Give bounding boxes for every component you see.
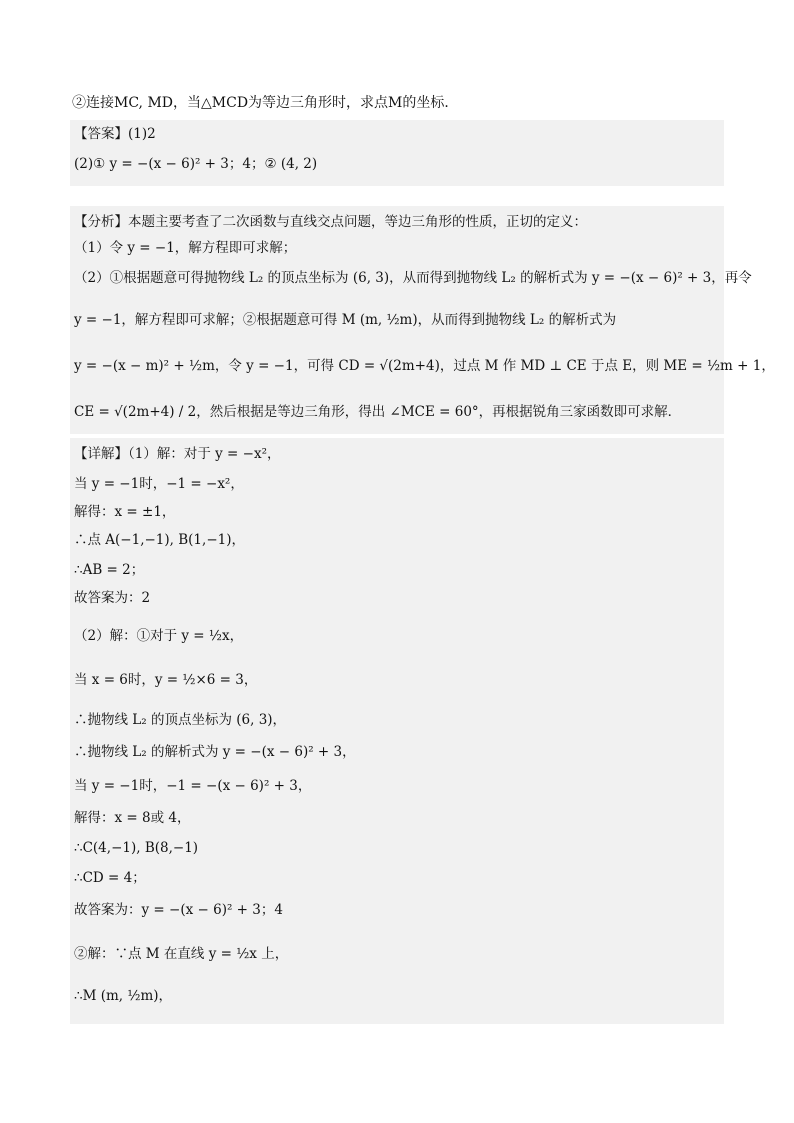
analysis-line-2: （1）令 y = −1，解方程即可求解； xyxy=(74,240,297,256)
detail-line-5: ∴AB = 2； xyxy=(74,562,145,578)
detail-line-11: 当 y = −1时，−1 = −(x − 6)² + 3， xyxy=(74,778,312,794)
answer-block xyxy=(70,120,724,186)
detail-line-7: （2）解：①对于 y = ½x， xyxy=(74,628,244,644)
detail-block xyxy=(70,438,724,1024)
detail-line-16: ②解：∵点 M 在直线 y = ½x 上， xyxy=(74,946,289,962)
detail-line-2: 当 y = −1时，−1 = −x²， xyxy=(74,476,244,492)
detail-line-4: ∴点 A(−1,−1), B(1,−1)， xyxy=(74,532,245,548)
analysis-line-4: y = −1，解方程即可求解；②根据题意可得 M (m, ½m)，从而得到抛物线 L₂ 的解析式为 xyxy=(74,312,617,328)
detail-line-1: 【详解】（1）解：对于 y = −x²， xyxy=(74,446,281,462)
detail-line-13: ∴C(4,−1), B(8,−1) xyxy=(74,840,199,856)
detail-line-15: 故答案为：y = −(x − 6)² + 3；4 xyxy=(74,902,283,918)
detail-line-10: ∴抛物线 L₂ 的解析式为 y = −(x − 6)² + 3， xyxy=(74,744,356,760)
detail-line-12: 解得：x = 8或 4， xyxy=(74,810,191,826)
detail-line-8: 当 x = 6时，y = ½×6 = 3， xyxy=(74,672,258,688)
detail-line-9: ∴抛物线 L₂ 的顶点坐标为 (6, 3)， xyxy=(74,712,287,728)
analysis-line-6: CE = √(2m+4) / 2，然后根据是等边三角形，得出 ∠MCE = 60°，再根据锐角三家函数即可求解． xyxy=(74,404,682,420)
answer-line-1: 【答案】(1)2 xyxy=(74,126,156,142)
analysis-line-1: 【分析】本题主要考查了二次函数与直线交点问题，等边三角形的性质，正切的定义： xyxy=(74,214,587,230)
answer-line-2: (2)① y = −(x − 6)² + 3；4；② (4, 2) xyxy=(74,156,318,172)
detail-line-17: ∴M (m, ½m)， xyxy=(74,988,173,1004)
detail-line-14: ∴CD = 4； xyxy=(74,870,146,886)
question-text: ②连接MC, MD，当△MCD为等边三角形时，求点M的坐标． xyxy=(72,95,459,111)
analysis-line-3: （2）①根据题意可得抛物线 L₂ 的顶点坐标为 (6, 3)，从而得到抛物线 L₂ 的解析式为 y = −(x − 6)² + 3，再令 xyxy=(74,270,752,286)
analysis-line-5: y = −(x − m)² + ½m，令 y = −1，可得 CD = √(2m+4)，过点 M 作 MD ⊥ CE 于点 E，则 ME = ½m + 1， xyxy=(74,358,775,374)
detail-line-6: 故答案为：2 xyxy=(74,590,151,606)
detail-line-3: 解得：x = ±1， xyxy=(74,504,176,520)
